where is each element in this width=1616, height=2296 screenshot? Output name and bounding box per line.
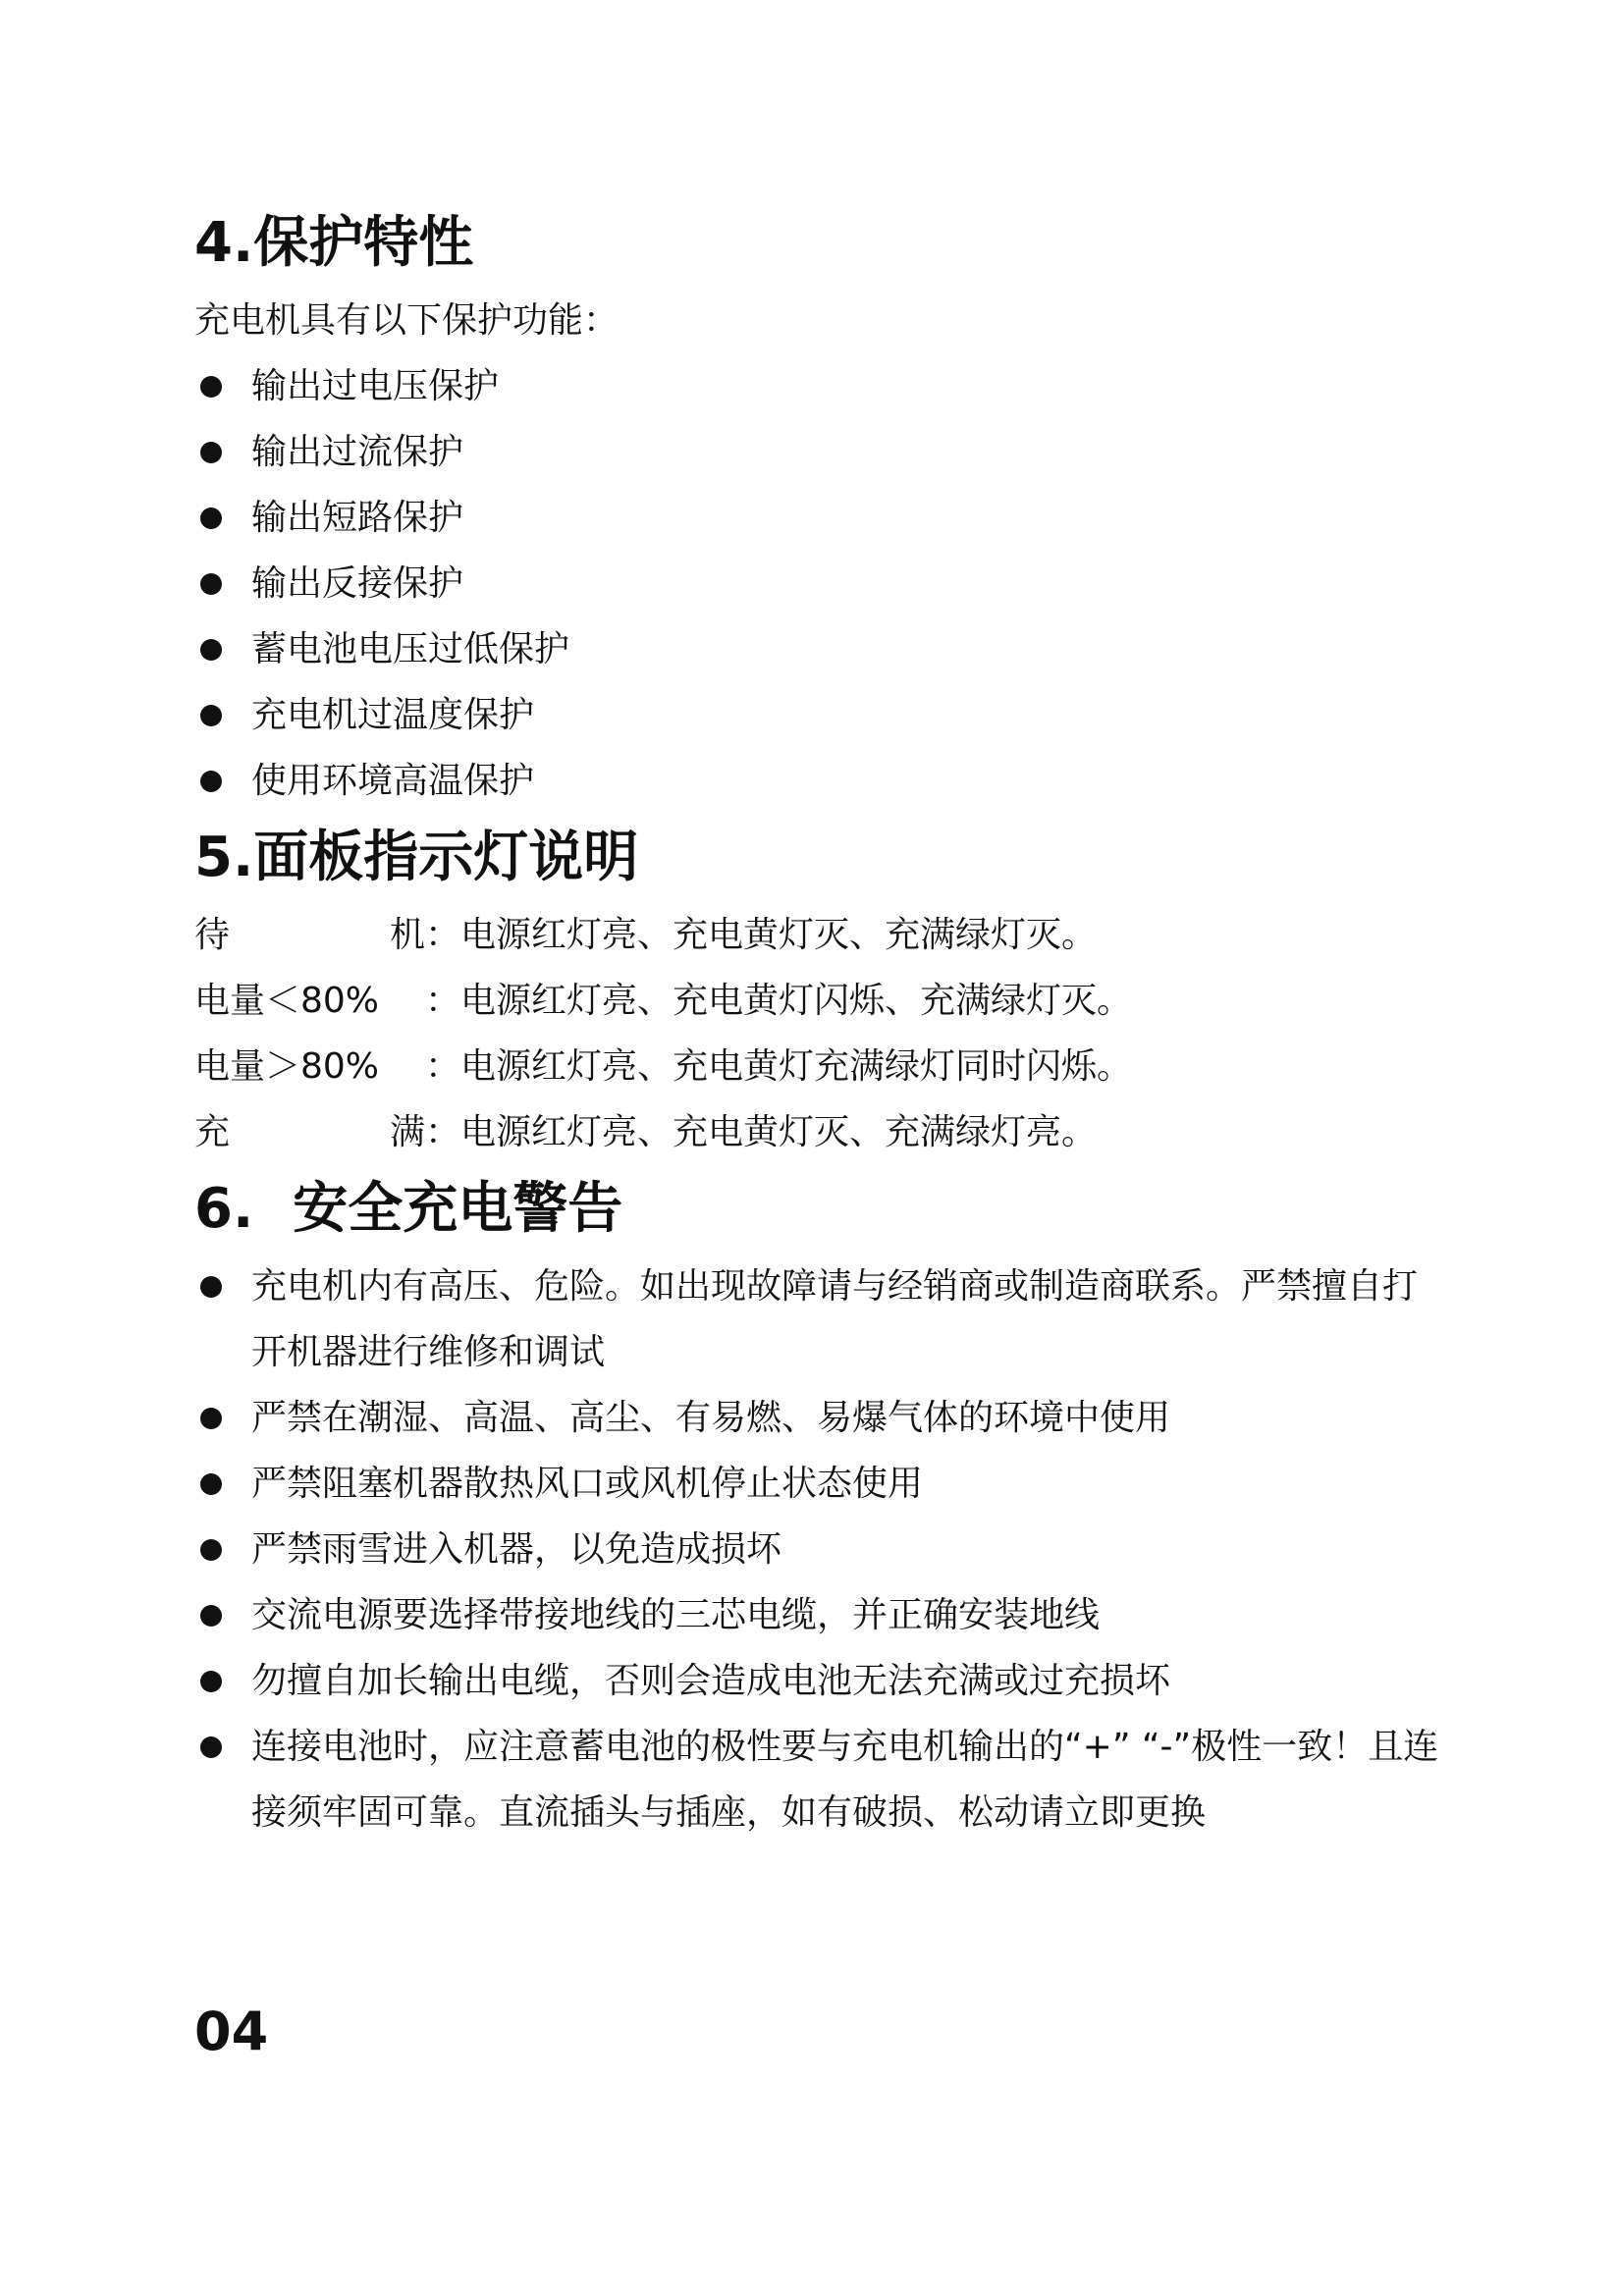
list-item: 勿擅自加长输出电缆，否则会造成电池无法充满或过充损坏 bbox=[194, 1648, 1451, 1714]
bullet-icon bbox=[200, 1473, 222, 1495]
indicator-text: ：电源红灯亮、充电黄灯灭、充满绿灯灭。 bbox=[425, 915, 1098, 955]
section-4-heading: 4.保护特性 bbox=[194, 211, 474, 275]
indicator-label: 电量＜80% bbox=[194, 981, 380, 1021]
list-item: 严禁雨雪进入机器，以免造成损坏 bbox=[194, 1517, 1451, 1582]
list-item: 使用环境高温保护 bbox=[194, 748, 1451, 814]
list-item: 输出过流保护 bbox=[194, 419, 1451, 485]
bullet-icon bbox=[200, 1276, 222, 1298]
indicator-row-below-80 bbox=[194, 968, 1451, 1034]
warning-list bbox=[194, 1254, 1451, 1845]
section-6-heading: 6. 安全充电警告 bbox=[194, 1177, 623, 1241]
indicator-row-above-80 bbox=[194, 1034, 1451, 1099]
list-item: 输出过电压保护 bbox=[194, 353, 1451, 419]
indicator-text: ：电源红灯亮、充电黄灯闪烁、充满绿灯灭。 bbox=[425, 981, 1133, 1021]
indicator-row-standby bbox=[194, 902, 1451, 968]
list-item: 输出短路保护 bbox=[194, 485, 1451, 551]
bullet-icon bbox=[200, 376, 222, 398]
bullet-icon bbox=[200, 1408, 222, 1429]
list-item: 蓄电池电压过低保护 bbox=[194, 616, 1451, 682]
indicator-row-full bbox=[194, 1099, 1451, 1165]
list-item: 严禁在潮湿、高温、高尘、有易燃、易爆气体的环境中使用 bbox=[194, 1385, 1451, 1451]
bullet-icon bbox=[200, 1671, 222, 1692]
manual-page bbox=[194, 191, 1451, 1845]
list-item: 连接电池时，应注意蓄电池的极性要与充电机输出的“+” “-”极性一致！且连接须牢固可靠。直流插头与插座，如有破损、松动请立即更换 bbox=[194, 1714, 1451, 1845]
list-item: 充电机内有高压、危险。如出现故障请与经销商或制造商联系。严禁擅自打开机器进行维修和调试 bbox=[194, 1254, 1451, 1385]
indicator-label: 电量＞80% bbox=[194, 1046, 380, 1087]
section-4-intro: 充电机具有以下保护功能： bbox=[194, 300, 619, 341]
protection-list bbox=[194, 353, 1451, 814]
list-item: 充电机过温度保护 bbox=[194, 682, 1451, 748]
bullet-icon bbox=[200, 442, 222, 463]
indicator-table bbox=[194, 902, 1451, 1165]
section-5-heading: 5.面板指示灯说明 bbox=[194, 826, 639, 889]
indicator-label: 充 满 bbox=[194, 1112, 425, 1152]
list-item: 严禁阻塞机器散热风口或风机停止状态使用 bbox=[194, 1451, 1451, 1517]
indicator-label: 待 机 bbox=[194, 915, 425, 955]
bullet-icon bbox=[200, 1539, 222, 1561]
list-item: 交流电源要选择带接地线的三芯电缆，并正确安装地线 bbox=[194, 1582, 1451, 1648]
page-number: 04 bbox=[194, 2001, 269, 2062]
bullet-icon bbox=[200, 1736, 222, 1758]
bullet-icon bbox=[200, 639, 222, 661]
bullet-icon bbox=[200, 1605, 222, 1627]
bullet-icon bbox=[200, 507, 222, 529]
indicator-text: ：电源红灯亮、充电黄灯灭、充满绿灯亮。 bbox=[425, 1112, 1098, 1152]
bullet-icon bbox=[200, 573, 222, 595]
bullet-icon bbox=[200, 705, 222, 726]
indicator-text: ：电源红灯亮、充电黄灯充满绿灯同时闪烁。 bbox=[425, 1046, 1133, 1087]
list-item: 输出反接保护 bbox=[194, 551, 1451, 616]
bullet-icon bbox=[200, 771, 222, 792]
